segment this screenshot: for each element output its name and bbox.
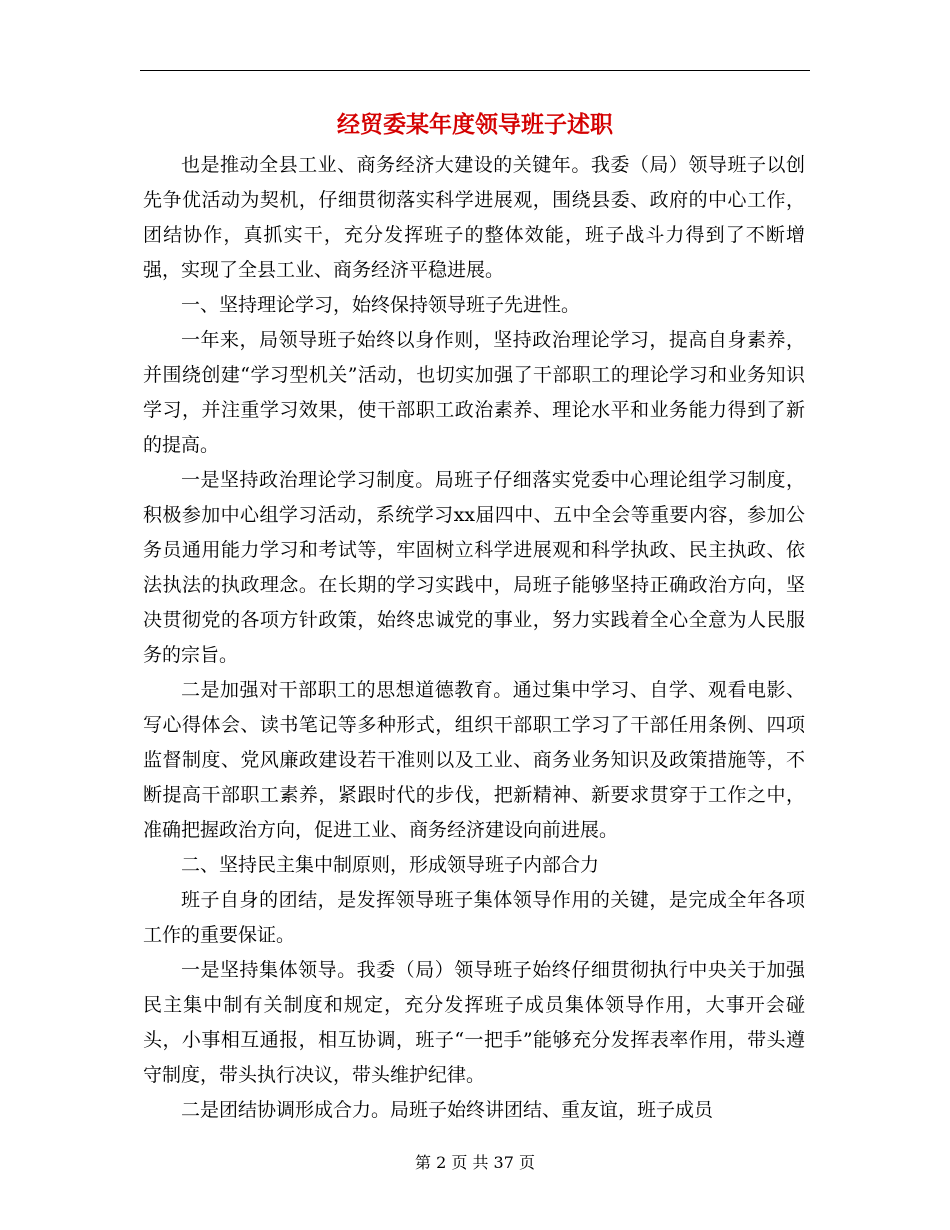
paragraph: 一是坚持政治理论学习制度。局班子仔细落实党委中心理论组学习制度，积极参加中心组学习活动，系统学习xx届四中、五中全会等重要内容，参加公务员通用能力学习和考试等，牢固树立科学进展观和科学执政、民主执政、依法执法的执政理念。在长期的学习实践中，局班子能够坚持正确政治方向，坚决贯彻党的各项方针政策，始终忠诚党的事业，努力实践着全心全意为人民服务的宗旨。 [143, 469, 805, 666]
paragraph: 二是团结协调形成合力。局班子始终讲团结、重友谊，班子成员 [181, 1099, 714, 1121]
document-title: 经贸委某年度领导班子述职 [337, 111, 613, 138]
paragraph: 一年来，局领导班子始终以身作则，坚持政治理论学习，提高自身素养，并围绕创建“学习型机关”活动，也切实加强了干部职工的理论学习和业务知识学习，并注重学习效果，使干部职工政治素养、理论水平和业务能力得到了新的提高。 [143, 329, 805, 456]
header-rule [140, 70, 810, 71]
section-heading: 一、坚持理论学习，始终保持领导班子先进性。 [181, 294, 581, 316]
page-number-footer: 第 2 页 共 37 页 [415, 1153, 535, 1172]
paragraph: 班子自身的团结，是发挥领导班子集体领导作用的关键，是完成全年各项工作的重要保证。 [143, 889, 805, 946]
paragraph: 也是推动全县工业、商务经济大建设的关键年。我委（局）领导班子以创先争优活动为契机，仔细贯彻落实科学进展观，围绕县委、政府的中心工作，团结协作，真抓实干，充分发挥班子的整体效能，班子战斗力得到了不断增强，实现了全县工业、商务经济平稳进展。 [143, 154, 805, 281]
paragraph: 二是加强对干部职工的思想道德教育。通过集中学习、自学、观看电影、写心得体会、读书笔记等多种形式，组织干部职工学习了干部任用条例、四项监督制度、党风廉政建设若干准则以及工业、商务业务知识及政策措施等，不断提高干部职工素养，紧跟时代的步伐，把新精神、新要求贯穿于工作之中，准确把握政治方向，促进工业、商务经济建设向前进展。 [143, 679, 805, 841]
paragraph: 一是坚持集体领导。我委（局）领导班子始终仔细贯彻执行中央关于加强民主集中制有关制度和规定，充分发挥班子成员集体领导作用，大事开会碰头，小事相互通报，相互协调，班子“一把手”能够充分发挥表率作用，带头遵守制度，带头执行决议，带头维护纪律。 [143, 959, 805, 1086]
document-body [143, 148, 805, 1128]
section-heading: 二、坚持民主集中制原则，形成领导班子内部合力 [181, 854, 600, 876]
